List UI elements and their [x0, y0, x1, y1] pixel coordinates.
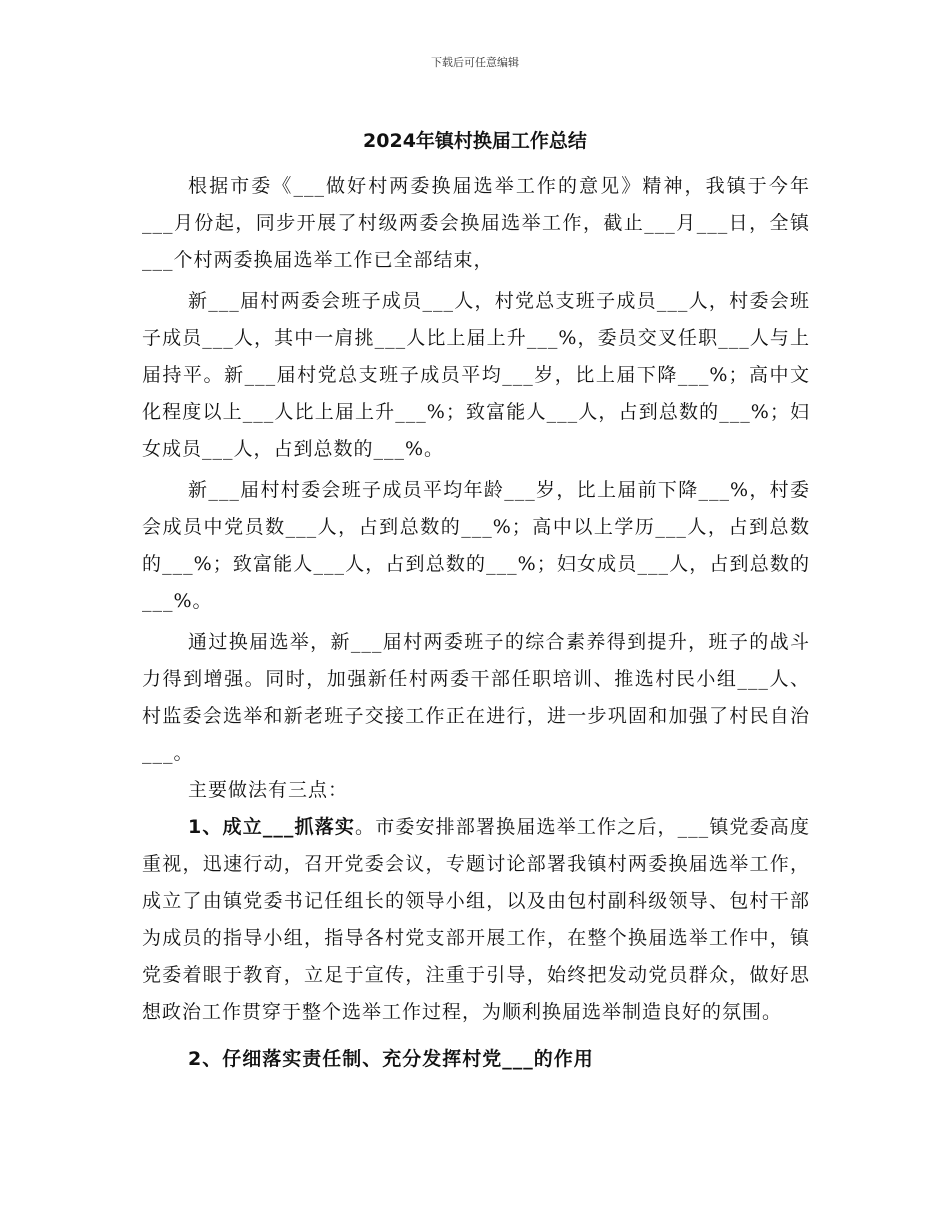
paragraph-2: 新___届村两委会班子成员___人，村党总支班子成员___人，村委会班子成员___人，其中一肩挑___人比上届上升___%，委员交叉任职___人与上届持平。新___届村党总支班子成员平均___岁，比上届下降___%；高中文化程度以上___人比上届上升___%；致富能人___人，占到总数的___%；妇女成员___人，占到总数的___%。 [142, 290, 810, 460]
section-1 [142, 809, 810, 1031]
paragraph-1: 根据市委《___做好村两委换届选举工作的意见》精神，我镇于今年___月份起，同步开展了村级两委会换届选举工作，截止___月___日，全镇___个村两委换届选举工作已全部结束， [142, 175, 810, 271]
document-title: 2024年镇村换届工作总结 [363, 130, 587, 152]
section-1-heading: 1、成立___抓落实 [188, 816, 356, 838]
paragraph-3: 新___届村村委会班子成员平均年龄___岁，比上届前下降___%，村委会成员中党员数___人，占到总数的___%；高中以上学历___人，占到总数的___%；致富能人___人，占到总数的___%；妇女成员___人，占到总数的___%。 [142, 479, 810, 612]
paragraph-5: 主要做法有三点： [188, 779, 349, 801]
paragraph-4: 通过换届选举，新___届村两委班子的综合素养得到提升，班子的战斗力得到增强。同时，加强新任村两委干部任职培训、推选村民小组___人、村监委会选举和新老班子交接工作正在进行，进一步巩固和加强了村民自治___。 [142, 631, 810, 764]
section-2-heading: 2、仔细落实责任制、充分发挥村党___的作用 [188, 1048, 594, 1070]
section-1-body: 。市委安排部署换届选举工作之后，___镇党委高度重视，迅速行动，召开党委会议，专题讨论部署我镇村两委换届选举工作，成立了由镇党委书记任组长的领导小组，以及由包村副科级领导、包村干部为成员的指导小组，指导各村党支部开展工作，在整个换届选举工作中，镇党委着眼于教育，立足于宣传，注重于引导，始终把发动党员群众，做好思想政治工作贯穿于整个选举工作过程，为顺利换届选举制造良好的氛围。 [142, 816, 810, 1023]
document-body [142, 168, 810, 1097]
page-header-note: 下载后可任意编辑 [431, 56, 519, 69]
